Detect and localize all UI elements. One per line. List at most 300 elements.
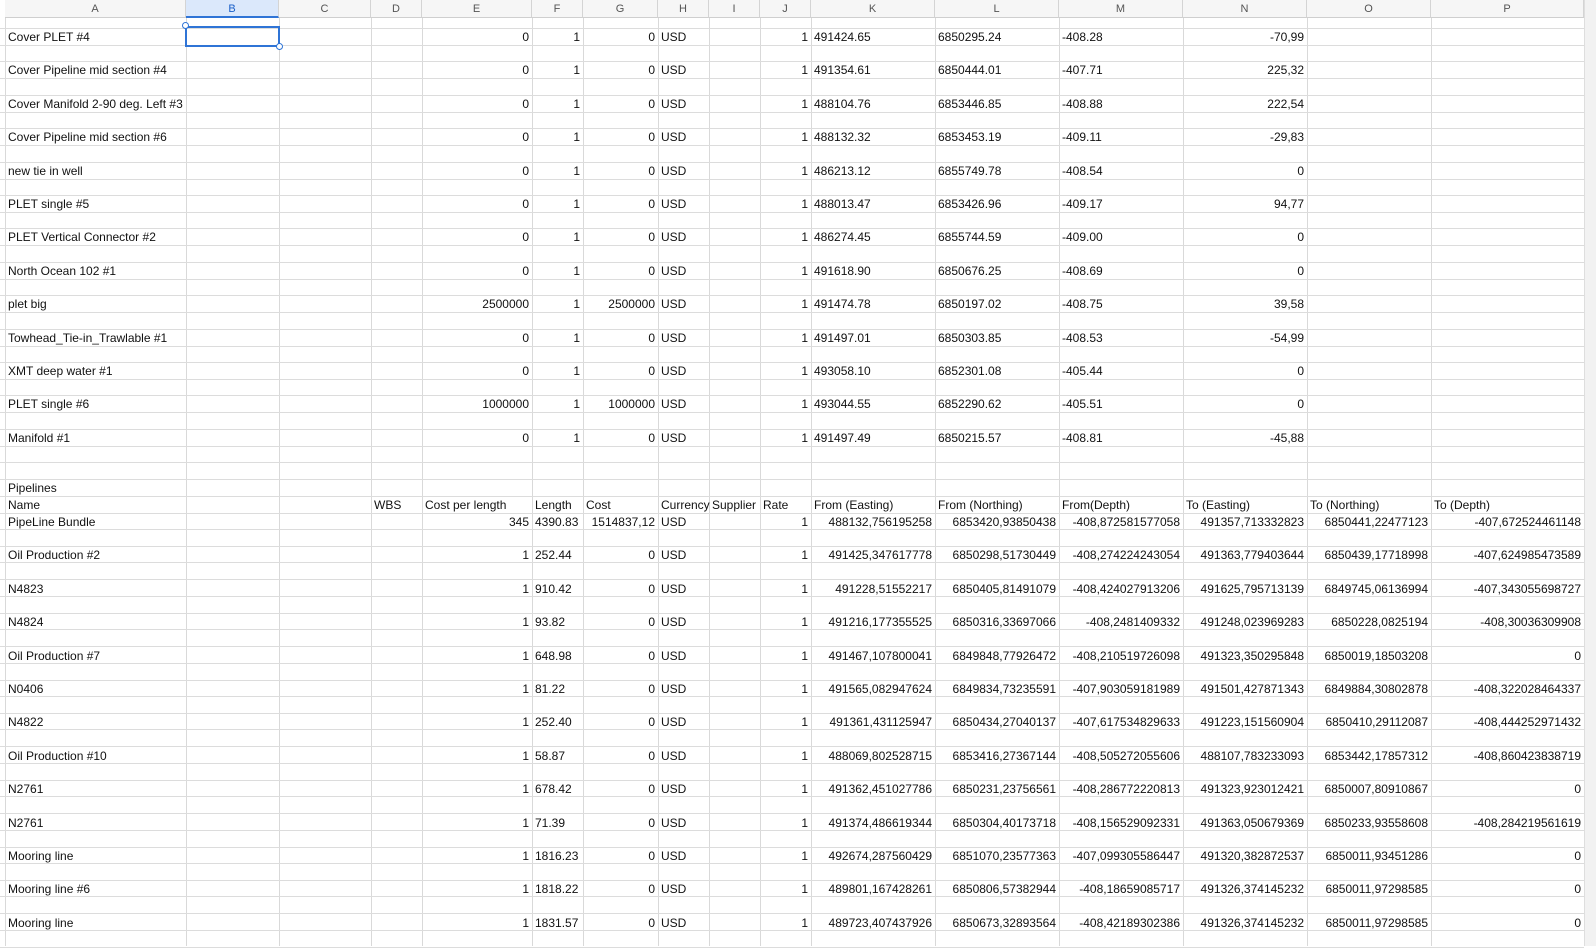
cell-g[interactable]: 2500000: [608, 297, 655, 312]
pipeline-cell-h[interactable]: USD: [661, 915, 687, 930]
cell-h[interactable]: USD: [661, 430, 687, 445]
cell-l[interactable]: 6853453.19: [938, 130, 1002, 145]
cell-f[interactable]: 1: [573, 197, 580, 211]
cell-j[interactable]: 1: [801, 430, 808, 445]
cell-f[interactable]: 1: [573, 230, 580, 245]
cell-m[interactable]: -408.75: [1062, 297, 1103, 312]
cell-m[interactable]: -408.88: [1062, 96, 1103, 111]
cell-j[interactable]: 1: [801, 263, 808, 278]
pipeline-cell-e[interactable]: 1: [522, 682, 529, 696]
pipeline-cell-k[interactable]: 491467,107800041: [828, 648, 932, 663]
cell-e[interactable]: 0: [522, 364, 529, 378]
cell-k[interactable]: 491424.65: [814, 30, 871, 44]
pipeline-cell-m[interactable]: -408,156529092331: [1072, 815, 1180, 830]
cell-g[interactable]: 0: [648, 96, 655, 111]
pipeline-cell-f[interactable]: 58.87: [535, 748, 566, 763]
cell-m[interactable]: -405.44: [1062, 364, 1103, 378]
cell-name[interactable]: PLET Vertical Connector #2: [8, 230, 156, 245]
cell-e[interactable]: 0: [522, 263, 529, 278]
pipeline-cell-m[interactable]: -407,617534829633: [1072, 715, 1180, 730]
cell-h[interactable]: USD: [661, 197, 687, 211]
pipeline-cell-h[interactable]: USD: [661, 782, 687, 797]
header-to-d[interactable]: To (Depth): [1434, 498, 1491, 512]
pipeline-cell-g[interactable]: 0: [648, 815, 655, 830]
selection-handle[interactable]: [182, 22, 189, 29]
pipeline-cell-m[interactable]: -408,424027913206: [1072, 581, 1180, 596]
cell-l[interactable]: 6855744.59: [938, 230, 1002, 245]
cell-k[interactable]: 488104.76: [814, 96, 871, 111]
cell-j[interactable]: 1: [801, 297, 808, 312]
column-header-n[interactable]: N: [1183, 0, 1307, 18]
cell-name[interactable]: Manifold #1: [8, 430, 71, 445]
pipeline-cell-k[interactable]: 491228,51552217: [835, 581, 932, 596]
pipeline-cell-o[interactable]: 6850011,97298585: [1325, 915, 1428, 930]
pipeline-cell-p[interactable]: 0: [1574, 915, 1581, 930]
cell-k[interactable]: 491497.49: [814, 430, 871, 445]
pipeline-cell-n[interactable]: 491323,923012421: [1200, 782, 1304, 797]
column-header-m[interactable]: M: [1059, 0, 1183, 18]
cell-l[interactable]: 6853446.85: [938, 96, 1002, 111]
cell-j[interactable]: 1: [801, 63, 808, 78]
cell-l[interactable]: 6850303.85: [938, 330, 1002, 345]
cell-n[interactable]: 0: [1297, 230, 1304, 245]
cell-f[interactable]: 1: [573, 430, 580, 445]
pipeline-cell-h[interactable]: USD: [661, 615, 687, 630]
pipeline-cell-k[interactable]: 489801,167428261: [828, 882, 932, 897]
cell-e[interactable]: 0: [522, 163, 529, 178]
cell-m[interactable]: -408.54: [1062, 163, 1103, 178]
pipeline-cell-n[interactable]: 491320,382872537: [1200, 849, 1304, 863]
cell-h[interactable]: USD: [661, 297, 687, 312]
cell-l[interactable]: 6850676.25: [938, 263, 1002, 278]
cell-n[interactable]: -45,88: [1269, 430, 1304, 445]
pipeline-cell-h[interactable]: USD: [661, 715, 687, 730]
pipeline-cell-j[interactable]: 1: [801, 782, 808, 797]
pipeline-cell-g[interactable]: 0: [648, 782, 655, 797]
column-header-k[interactable]: K: [811, 0, 935, 18]
pipeline-cell-g[interactable]: 0: [648, 715, 655, 730]
pipeline-name[interactable]: N4824: [8, 615, 44, 630]
cell-g[interactable]: 0: [648, 63, 655, 78]
cell-e[interactable]: 0: [522, 230, 529, 245]
cell-l[interactable]: 6850444.01: [938, 63, 1002, 78]
cell-e[interactable]: 0: [522, 197, 529, 211]
cell-h[interactable]: USD: [661, 30, 687, 44]
column-header-d[interactable]: D: [371, 0, 422, 18]
cell-name[interactable]: Cover Manifold 2-90 deg. Left #3: [8, 96, 183, 111]
cell-j[interactable]: 1: [801, 397, 808, 412]
pipeline-cell-j[interactable]: 1: [801, 715, 808, 730]
cell-m[interactable]: -407.71: [1062, 63, 1103, 78]
pipeline-cell-m[interactable]: -408,286772220813: [1072, 782, 1180, 797]
cell-g[interactable]: 0: [648, 263, 655, 278]
pipeline-cell-e[interactable]: 1: [522, 648, 529, 663]
pipeline-cell-e[interactable]: 1: [522, 615, 529, 630]
cell-e[interactable]: 0: [522, 96, 529, 111]
pipeline-cell-p[interactable]: -408,322028464337: [1473, 682, 1581, 696]
pipeline-cell-l[interactable]: 6849834,73235591: [952, 682, 1056, 696]
pipeline-name[interactable]: Oil Production #7: [8, 648, 101, 663]
cell-k[interactable]: 491474.78: [814, 297, 871, 312]
cell-name[interactable]: PLET single #6: [8, 397, 90, 412]
header-from-d[interactable]: From(Depth): [1062, 498, 1131, 512]
pipeline-cell-o[interactable]: 6850011,97298585: [1325, 882, 1428, 897]
pipeline-cell-m[interactable]: -408,872581577058: [1072, 515, 1180, 529]
pipeline-name[interactable]: Mooring line: [8, 915, 74, 930]
cell-k[interactable]: 493058.10: [814, 364, 871, 378]
pipeline-cell-j[interactable]: 1: [801, 615, 808, 630]
pipeline-cell-l[interactable]: 6850434,27040137: [952, 715, 1056, 730]
column-header-l[interactable]: L: [935, 0, 1059, 18]
pipeline-cell-e[interactable]: 1: [522, 849, 529, 863]
pipeline-cell-n[interactable]: 491625,795713139: [1200, 581, 1304, 596]
pipeline-cell-g[interactable]: 0: [648, 548, 655, 563]
pipeline-cell-p[interactable]: -408,30036309908: [1480, 615, 1581, 630]
pipeline-cell-l[interactable]: 6850806,57382944: [952, 882, 1056, 897]
pipeline-cell-f[interactable]: 648.98: [535, 648, 572, 663]
pipeline-cell-g[interactable]: 0: [648, 581, 655, 596]
pipeline-cell-l[interactable]: 6850298,51730449: [952, 548, 1056, 563]
pipeline-cell-n[interactable]: 491248,023969283: [1200, 615, 1304, 630]
pipeline-cell-l[interactable]: 6850405,81491079: [952, 581, 1056, 596]
pipeline-cell-h[interactable]: USD: [661, 882, 687, 897]
cell-m[interactable]: -408.53: [1062, 330, 1103, 345]
cell-l[interactable]: 6853426.96: [938, 197, 1002, 211]
pipeline-cell-p[interactable]: 0: [1574, 648, 1581, 663]
pipeline-cell-n[interactable]: 491363,050679369: [1200, 815, 1304, 830]
header-cost[interactable]: Cost: [586, 498, 611, 512]
cell-f[interactable]: 1: [573, 397, 580, 412]
column-header-j[interactable]: J: [760, 0, 811, 18]
cell-h[interactable]: USD: [661, 163, 687, 178]
cell-e[interactable]: 0: [522, 130, 529, 145]
cell-j[interactable]: 1: [801, 330, 808, 345]
pipeline-cell-p[interactable]: 0: [1574, 882, 1581, 897]
pipeline-cell-k[interactable]: 491425,347617778: [828, 548, 932, 563]
pipeline-cell-m[interactable]: -407,903059181989: [1072, 682, 1180, 696]
pipeline-cell-k[interactable]: 491565,082947624: [828, 682, 932, 696]
pipeline-cell-f[interactable]: 1818.22: [535, 882, 579, 897]
column-header-b[interactable]: B: [186, 0, 279, 18]
pipeline-cell-f[interactable]: 910.42: [535, 581, 572, 596]
cell-name[interactable]: XMT deep water #1: [8, 364, 113, 378]
pipeline-cell-j[interactable]: 1: [801, 548, 808, 563]
header-rate[interactable]: Rate: [763, 498, 789, 512]
header-length[interactable]: Length: [535, 498, 572, 512]
pipeline-cell-o[interactable]: 6850011,93451286: [1325, 849, 1428, 863]
pipeline-name[interactable]: N4823: [8, 581, 44, 596]
cell-l[interactable]: 6850215.57: [938, 430, 1002, 445]
cell-f[interactable]: 1: [573, 63, 580, 78]
pipeline-cell-f[interactable]: 252.40: [535, 715, 572, 730]
column-header-e[interactable]: E: [422, 0, 532, 18]
cell-j[interactable]: 1: [801, 30, 808, 44]
header-to-n[interactable]: To (Northing): [1310, 498, 1380, 512]
pipeline-cell-e[interactable]: 1: [522, 581, 529, 596]
cell-n[interactable]: 0: [1297, 163, 1304, 178]
pipeline-cell-o[interactable]: 6850439,17718998: [1324, 548, 1428, 563]
cell-k[interactable]: 486274.45: [814, 230, 871, 245]
pipeline-cell-k[interactable]: 488132,756195258: [828, 515, 932, 529]
cell-n[interactable]: 222,54: [1267, 96, 1304, 111]
cell-n[interactable]: 0: [1297, 397, 1304, 412]
cell-m[interactable]: -408.81: [1062, 430, 1103, 445]
cell-name[interactable]: Towhead_Tie-in_Trawlable #1: [8, 330, 168, 345]
pipeline-cell-k[interactable]: 488069,802528715: [828, 748, 932, 763]
cell-name[interactable]: plet big: [8, 297, 47, 312]
cell-h[interactable]: USD: [661, 330, 687, 345]
cell-e[interactable]: 1000000: [482, 397, 529, 412]
cell-j[interactable]: 1: [801, 130, 808, 145]
cell-e[interactable]: 0: [522, 63, 529, 78]
pipeline-name[interactable]: N2761: [8, 782, 44, 797]
cell-g[interactable]: 1000000: [608, 397, 655, 412]
header-name[interactable]: Name: [8, 498, 41, 512]
pipeline-cell-n[interactable]: 491363,779403644: [1200, 548, 1304, 563]
pipeline-cell-k[interactable]: 491216,177355525: [828, 615, 932, 630]
pipeline-cell-o[interactable]: 6850410,29112087: [1325, 715, 1428, 730]
pipeline-cell-n[interactable]: 491326,374145232: [1200, 915, 1304, 930]
pipeline-cell-o[interactable]: 6853442,17857312: [1324, 748, 1428, 763]
pipeline-cell-o[interactable]: 6849884,30802878: [1324, 682, 1428, 696]
cell-h[interactable]: USD: [661, 96, 687, 111]
cell-n[interactable]: -54,99: [1269, 330, 1304, 345]
pipeline-cell-e[interactable]: 1: [522, 748, 529, 763]
header-from-e[interactable]: From (Easting): [814, 498, 894, 512]
cell-f[interactable]: 1: [573, 30, 580, 44]
cell-n[interactable]: 0: [1297, 263, 1304, 278]
pipeline-cell-o[interactable]: 6850228,0825194: [1331, 615, 1428, 630]
selected-cell[interactable]: [185, 26, 280, 47]
pipeline-cell-j[interactable]: 1: [801, 581, 808, 596]
cell-g[interactable]: 0: [648, 230, 655, 245]
cell-h[interactable]: USD: [661, 130, 687, 145]
pipeline-cell-e[interactable]: 1: [522, 915, 529, 930]
pipeline-cell-n[interactable]: 491357,713332823: [1200, 515, 1304, 529]
cell-j[interactable]: 1: [801, 96, 808, 111]
cell-g[interactable]: 0: [648, 30, 655, 44]
cell-m[interactable]: -405.51: [1062, 397, 1103, 412]
pipeline-cell-p[interactable]: -407,343055698727: [1473, 581, 1581, 596]
header-currency[interactable]: Currency: [661, 498, 710, 512]
pipeline-name[interactable]: N4822: [8, 715, 44, 730]
cell-f[interactable]: 1: [573, 263, 580, 278]
pipeline-cell-o[interactable]: 6850019,18503208: [1324, 648, 1428, 663]
pipeline-cell-k[interactable]: 491374,486619344: [828, 815, 932, 830]
pipeline-cell-l[interactable]: 6853420,93850438: [952, 515, 1056, 529]
cell-name[interactable]: Cover Pipeline mid section #4: [8, 63, 167, 78]
cell-name[interactable]: new tie in well: [8, 163, 83, 178]
column-header-a[interactable]: A: [5, 0, 186, 18]
pipeline-name[interactable]: Mooring line: [8, 849, 74, 863]
cell-l[interactable]: 6852301.08: [938, 364, 1002, 378]
pipeline-cell-h[interactable]: USD: [661, 682, 687, 696]
cell-j[interactable]: 1: [801, 197, 808, 211]
cell-m[interactable]: -408.28: [1062, 30, 1103, 44]
pipeline-cell-o[interactable]: 6849745,06136994: [1324, 581, 1428, 596]
pipeline-cell-f[interactable]: 678.42: [535, 782, 572, 797]
pipeline-cell-o[interactable]: 6850233,93558608: [1324, 815, 1428, 830]
column-header-f[interactable]: F: [532, 0, 583, 18]
header-to-e[interactable]: To (Easting): [1186, 498, 1251, 512]
pipeline-cell-k[interactable]: 491361,431125947: [829, 715, 932, 730]
cell-m[interactable]: -409.11: [1062, 130, 1102, 145]
pipeline-cell-j[interactable]: 1: [801, 915, 808, 930]
pipeline-cell-p[interactable]: -408,444252971432: [1473, 715, 1581, 730]
cell-n[interactable]: 225,32: [1267, 63, 1304, 78]
cell-g[interactable]: 0: [648, 430, 655, 445]
pipeline-cell-o[interactable]: 6850441,22477123: [1324, 515, 1428, 529]
pipeline-cell-g[interactable]: 0: [648, 882, 655, 897]
pipeline-cell-l[interactable]: 6850231,23756561: [952, 782, 1056, 797]
pipeline-cell-e[interactable]: 345: [508, 515, 529, 529]
pipeline-cell-e[interactable]: 1: [522, 548, 529, 563]
pipeline-cell-l[interactable]: 6849848,77926472: [952, 648, 1056, 663]
column-header-i[interactable]: I: [709, 0, 760, 18]
pipeline-cell-g[interactable]: 0: [648, 648, 655, 663]
pipeline-cell-n[interactable]: 491223,151560904: [1200, 715, 1304, 730]
cell-g[interactable]: 0: [648, 364, 655, 378]
pipeline-cell-f[interactable]: 1816.23: [535, 849, 579, 863]
pipeline-cell-j[interactable]: 1: [801, 682, 808, 696]
pipeline-cell-n[interactable]: 491326,374145232: [1200, 882, 1304, 897]
pipeline-cell-l[interactable]: 6850673,32893564: [952, 915, 1056, 930]
cell-name[interactable]: Cover PLET #4: [8, 30, 90, 44]
cell-f[interactable]: 1: [573, 330, 580, 345]
pipeline-cell-g[interactable]: 0: [648, 682, 655, 696]
pipeline-cell-h[interactable]: USD: [661, 515, 687, 529]
cell-j[interactable]: 1: [801, 364, 808, 378]
cell-h[interactable]: USD: [661, 230, 687, 245]
pipeline-cell-e[interactable]: 1: [522, 715, 529, 730]
pipeline-cell-p[interactable]: -407,672524461148: [1474, 515, 1581, 529]
selection-handle[interactable]: [276, 43, 283, 50]
header-cost-per-length[interactable]: Cost per length: [425, 498, 507, 512]
cell-name[interactable]: North Ocean 102 #1: [8, 263, 117, 278]
pipeline-cell-j[interactable]: 1: [801, 815, 808, 830]
pipeline-cell-l[interactable]: 6850316,33697066: [952, 615, 1056, 630]
cell-k[interactable]: 491354.61: [814, 63, 871, 78]
cell-n[interactable]: -29,83: [1269, 130, 1304, 145]
pipeline-cell-f[interactable]: 93.82: [535, 615, 566, 630]
cell-h[interactable]: USD: [661, 263, 687, 278]
pipeline-cell-m[interactable]: -408,274224243054: [1072, 548, 1180, 563]
pipeline-cell-m[interactable]: -408,2481409332: [1085, 615, 1180, 630]
header-from-n[interactable]: From (Northing): [938, 498, 1023, 512]
cell-l[interactable]: 6850295.24: [938, 30, 1002, 44]
pipeline-cell-p[interactable]: -408,284219561619: [1473, 815, 1581, 830]
pipeline-cell-h[interactable]: USD: [661, 648, 687, 663]
pipeline-cell-l[interactable]: 6853416,27367144: [952, 748, 1056, 763]
cell-e[interactable]: 0: [522, 430, 529, 445]
pipeline-cell-j[interactable]: 1: [801, 748, 808, 763]
pipeline-cell-m[interactable]: -408,42189302386: [1079, 915, 1180, 930]
pipeline-cell-m[interactable]: -408,18659085717: [1079, 882, 1180, 897]
pipeline-cell-h[interactable]: USD: [661, 581, 687, 596]
cell-l[interactable]: 6850197.02: [938, 297, 1002, 312]
pipeline-cell-f[interactable]: 81.22: [535, 682, 566, 696]
cell-k[interactable]: 491497.01: [814, 330, 871, 345]
pipeline-cell-f[interactable]: 252.44: [535, 548, 572, 563]
pipeline-cell-j[interactable]: 1: [801, 648, 808, 663]
pipeline-cell-e[interactable]: 1: [522, 882, 529, 897]
pipeline-cell-h[interactable]: USD: [661, 548, 687, 563]
pipeline-cell-m[interactable]: -407,099305586447: [1072, 849, 1180, 863]
pipeline-cell-g[interactable]: 0: [648, 915, 655, 930]
cell-e[interactable]: 2500000: [482, 297, 529, 312]
column-header-h[interactable]: H: [658, 0, 709, 18]
header-supplier[interactable]: Supplier: [712, 498, 757, 512]
pipeline-cell-n[interactable]: 488107,783233093: [1200, 748, 1304, 763]
column-header-c[interactable]: C: [279, 0, 371, 18]
pipeline-name[interactable]: Oil Production #2: [8, 548, 101, 563]
pipeline-name[interactable]: N2761: [8, 815, 44, 830]
cell-e[interactable]: 0: [522, 330, 529, 345]
cell-f[interactable]: 1: [573, 130, 580, 145]
pipeline-cell-g[interactable]: 0: [648, 615, 655, 630]
pipeline-cell-f[interactable]: 71.39: [535, 815, 566, 830]
cell-k[interactable]: 488013.47: [814, 197, 871, 211]
pipeline-cell-j[interactable]: 1: [801, 882, 808, 897]
cell-n[interactable]: 0: [1297, 364, 1304, 378]
pipeline-cell-p[interactable]: -407,624985473589: [1473, 548, 1581, 563]
cell-n[interactable]: 39,58: [1273, 297, 1304, 312]
pipeline-name[interactable]: Mooring line #6: [8, 882, 91, 897]
pipeline-cell-k[interactable]: 489723,407437926: [828, 915, 932, 930]
cell-g[interactable]: 0: [648, 197, 655, 211]
pipeline-cell-h[interactable]: USD: [661, 748, 687, 763]
cell-name[interactable]: Cover Pipeline mid section #6: [8, 130, 167, 145]
pipeline-cell-m[interactable]: -408,505272055606: [1072, 748, 1180, 763]
cell-g[interactable]: 0: [648, 130, 655, 145]
cell-name[interactable]: PLET single #5: [8, 197, 90, 211]
pipeline-cell-p[interactable]: 0: [1574, 782, 1581, 797]
cell-k[interactable]: 491618.90: [814, 263, 871, 278]
cell-h[interactable]: USD: [661, 364, 687, 378]
column-header-p[interactable]: P: [1431, 0, 1584, 18]
cell-n[interactable]: 94,77: [1273, 197, 1304, 211]
pipeline-cell-f[interactable]: 1831.57: [535, 915, 579, 930]
cell-f[interactable]: 1: [573, 364, 580, 378]
pipeline-cell-g[interactable]: 0: [648, 849, 655, 863]
cell-j[interactable]: 1: [801, 163, 808, 178]
pipeline-name[interactable]: N0406: [8, 682, 44, 696]
cell-m[interactable]: -409.17: [1062, 197, 1103, 211]
cell-f[interactable]: 1: [573, 163, 580, 178]
pipeline-cell-e[interactable]: 1: [522, 782, 529, 797]
pipeline-cell-g[interactable]: 1514837,12: [591, 515, 655, 529]
pipeline-cell-m[interactable]: -408,210519726098: [1072, 648, 1180, 663]
cell-l[interactable]: 6852290.62: [938, 397, 1002, 412]
section-title[interactable]: Pipelines: [8, 481, 57, 495]
column-header-g[interactable]: G: [583, 0, 658, 18]
pipeline-cell-k[interactable]: 491362,451027786: [828, 782, 932, 797]
pipeline-cell-p[interactable]: -408,860423838719: [1473, 748, 1581, 763]
cell-h[interactable]: USD: [661, 397, 687, 412]
cell-f[interactable]: 1: [573, 96, 580, 111]
pipeline-cell-o[interactable]: 6850007,80910867: [1324, 782, 1428, 797]
pipeline-cell-l[interactable]: 6851070,23577363: [952, 849, 1056, 863]
cell-l[interactable]: 6855749.78: [938, 163, 1002, 178]
pipeline-cell-j[interactable]: 1: [801, 849, 808, 863]
pipeline-cell-e[interactable]: 1: [522, 815, 529, 830]
pipeline-cell-h[interactable]: USD: [661, 849, 687, 863]
pipeline-cell-f[interactable]: 4390.83: [535, 515, 579, 529]
cell-h[interactable]: USD: [661, 63, 687, 78]
cell-k[interactable]: 486213.12: [814, 163, 871, 178]
cell-n[interactable]: -70,99: [1269, 30, 1304, 44]
cell-m[interactable]: -409.00: [1062, 230, 1103, 245]
